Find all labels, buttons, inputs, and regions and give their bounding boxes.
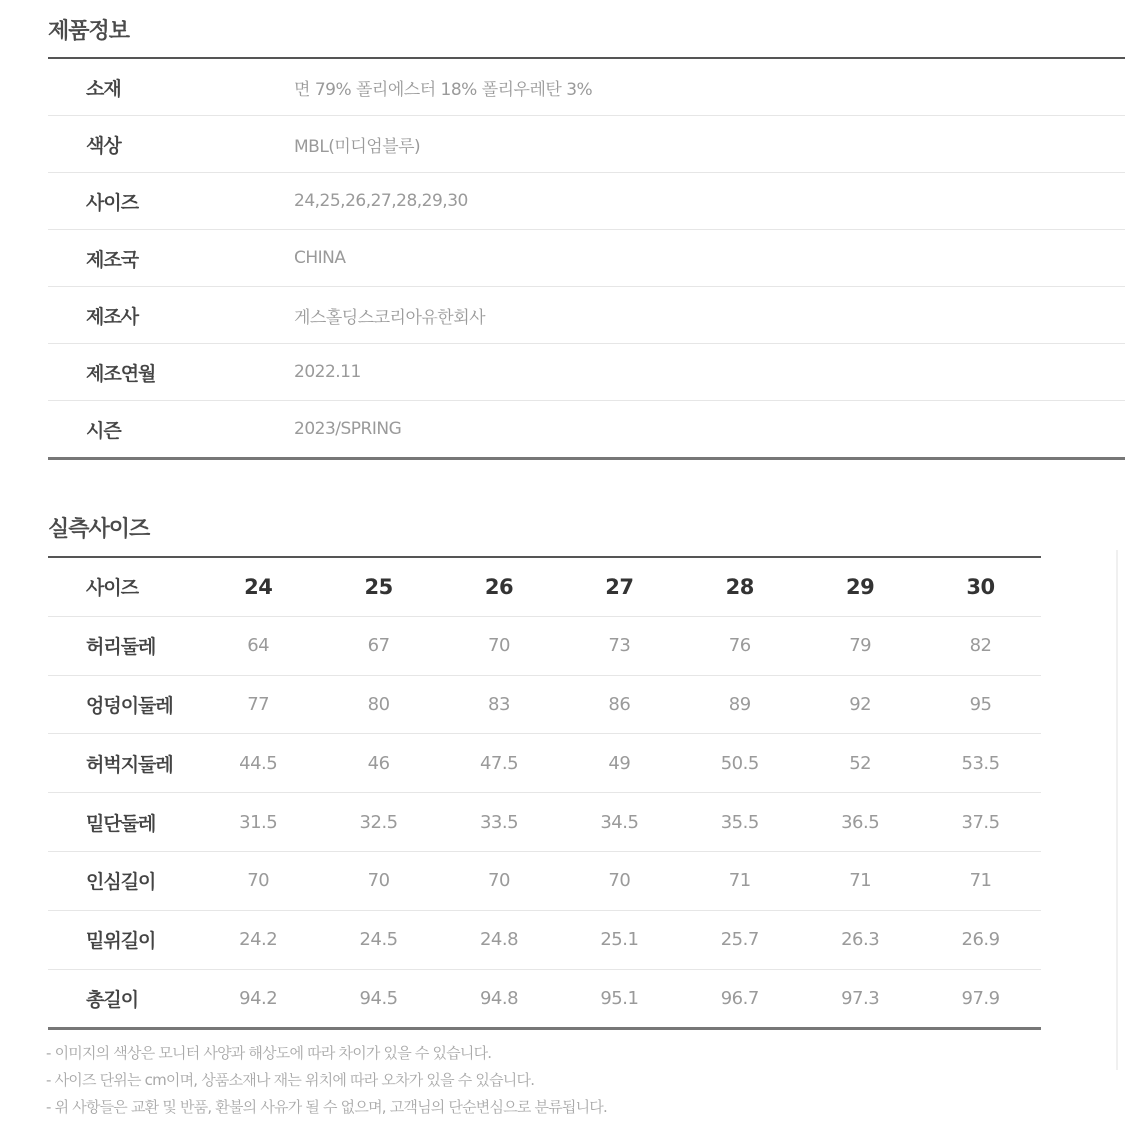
size-cell: 70 xyxy=(247,870,270,892)
size-cell: 71 xyxy=(728,870,751,892)
size-cell: 70 xyxy=(367,870,390,892)
size-header-cell: 27 xyxy=(605,574,634,599)
side-divider xyxy=(1116,550,1118,1070)
size-row xyxy=(48,970,1041,1028)
info-row-manufacturer xyxy=(48,287,1125,344)
size-row-label: 총길이 xyxy=(86,988,139,1011)
size-cell: 95 xyxy=(969,693,992,715)
info-row-size xyxy=(48,173,1125,230)
size-cell: 94.8 xyxy=(479,987,519,1009)
size-header-cell: 25 xyxy=(364,574,393,599)
size-cell: 86 xyxy=(608,693,631,715)
info-value: MBL(미디엄블루) xyxy=(294,136,421,157)
size-cell: 89 xyxy=(728,693,751,715)
info-label: 제조연월 xyxy=(86,362,156,385)
size-row-label: 허리둘레 xyxy=(86,636,156,659)
size-cell: 71 xyxy=(969,870,992,892)
size-cell: 34.5 xyxy=(600,811,639,833)
info-row-country xyxy=(48,230,1125,287)
size-cell: 32.5 xyxy=(359,811,398,833)
info-value: CHINA xyxy=(294,248,346,268)
size-cell: 92 xyxy=(849,693,872,715)
size-header-row xyxy=(48,558,1041,617)
info-row-color xyxy=(48,116,1125,173)
size-cell: 64 xyxy=(247,635,270,657)
size-cell: 97.9 xyxy=(961,987,1000,1009)
info-row-material xyxy=(48,59,1125,116)
product-info-table xyxy=(48,57,1125,460)
size-row-label: 인심길이 xyxy=(86,871,156,894)
size-row xyxy=(48,793,1041,852)
info-label: 시즌 xyxy=(86,419,121,442)
size-cell: 47.5 xyxy=(479,752,519,774)
size-cell: 83 xyxy=(488,693,510,715)
size-cell: 76 xyxy=(728,635,751,657)
notes xyxy=(46,1040,607,1121)
size-cell: 25.7 xyxy=(720,929,759,951)
size-cell: 26.9 xyxy=(961,929,1000,951)
size-cell: 70 xyxy=(488,870,510,892)
size-row xyxy=(48,911,1041,970)
info-label: 제조사 xyxy=(86,305,139,328)
info-label: 제조국 xyxy=(86,248,139,271)
size-row xyxy=(48,852,1041,911)
size-cell: 26.3 xyxy=(841,929,880,951)
product-info-title: 제품정보 xyxy=(48,19,130,44)
size-cell: 73 xyxy=(608,635,631,657)
size-cell: 80 xyxy=(367,693,390,715)
info-label: 색상 xyxy=(86,134,121,157)
size-cell: 94.2 xyxy=(239,987,278,1009)
note-line: - 위 사항들은 교환 및 반품, 환불의 사유가 될 수 없으며, 고객님의 단순변심으로 분류됩니다. xyxy=(46,1098,607,1116)
size-cell: 35.5 xyxy=(720,811,759,833)
size-header-cell: 24 xyxy=(244,574,273,599)
size-cell: 79 xyxy=(849,635,872,657)
size-cell: 49 xyxy=(608,752,631,774)
size-cell: 36.5 xyxy=(841,811,880,833)
size-row-label: 밑단둘레 xyxy=(86,812,156,835)
info-value: 2023/SPRING xyxy=(294,419,402,439)
info-value: 면 79% 폴리에스터 18% 폴리우레탄 3% xyxy=(294,79,593,100)
info-label: 사이즈 xyxy=(86,191,139,214)
size-header-cell: 29 xyxy=(846,574,875,599)
size-cell: 31.5 xyxy=(239,811,278,833)
size-row-label: 허벅지둘레 xyxy=(86,753,173,776)
size-cell: 52 xyxy=(849,752,872,774)
size-header-label: 사이즈 xyxy=(86,577,139,600)
size-cell: 70 xyxy=(488,635,510,657)
size-cell: 67 xyxy=(367,635,390,657)
size-chart-table xyxy=(48,556,1041,1030)
size-cell: 82 xyxy=(969,635,992,657)
size-row-label: 밑위길이 xyxy=(86,930,156,953)
note-line: - 사이즈 단위는 cm이며, 상품소재나 재는 위치에 따라 오차가 있을 수 있습니다. xyxy=(46,1071,535,1089)
size-cell: 24.5 xyxy=(359,929,398,951)
info-label: 소재 xyxy=(86,77,121,100)
size-header-cell: 28 xyxy=(725,574,754,599)
size-cell: 96.7 xyxy=(720,987,759,1009)
size-row-label: 엉덩이둘레 xyxy=(86,694,173,717)
size-cell: 71 xyxy=(849,870,872,892)
size-cell: 44.5 xyxy=(239,752,278,774)
size-chart-title: 실측사이즈 xyxy=(48,517,150,542)
size-cell: 53.5 xyxy=(961,752,1000,774)
size-header-cell: 26 xyxy=(484,574,514,599)
info-value: 2022.11 xyxy=(294,362,361,382)
size-cell: 37.5 xyxy=(961,811,1000,833)
size-cell: 46 xyxy=(367,752,390,774)
size-cell: 25.1 xyxy=(600,929,639,951)
size-cell: 24.8 xyxy=(479,929,519,951)
size-row xyxy=(48,734,1041,793)
size-cell: 94.5 xyxy=(359,987,398,1009)
size-cell: 97.3 xyxy=(841,987,880,1009)
size-cell: 50.5 xyxy=(720,752,759,774)
info-value: 24,25,26,27,28,29,30 xyxy=(294,191,468,211)
size-row xyxy=(48,676,1041,735)
size-cell: 77 xyxy=(247,693,270,715)
size-header-cell: 30 xyxy=(966,574,995,599)
size-cell: 24.2 xyxy=(239,929,278,951)
size-cell: 33.5 xyxy=(479,811,519,833)
info-value: 게스홀딩스코리아유한회사 xyxy=(294,307,486,328)
info-row-season xyxy=(48,401,1125,457)
size-cell: 95.1 xyxy=(600,987,639,1009)
size-cell: 70 xyxy=(608,870,631,892)
size-row xyxy=(48,617,1041,676)
note-line: - 이미지의 색상은 모니터 사양과 해상도에 따라 차이가 있을 수 있습니다. xyxy=(46,1044,492,1062)
info-row-manufacture-date xyxy=(48,344,1125,401)
